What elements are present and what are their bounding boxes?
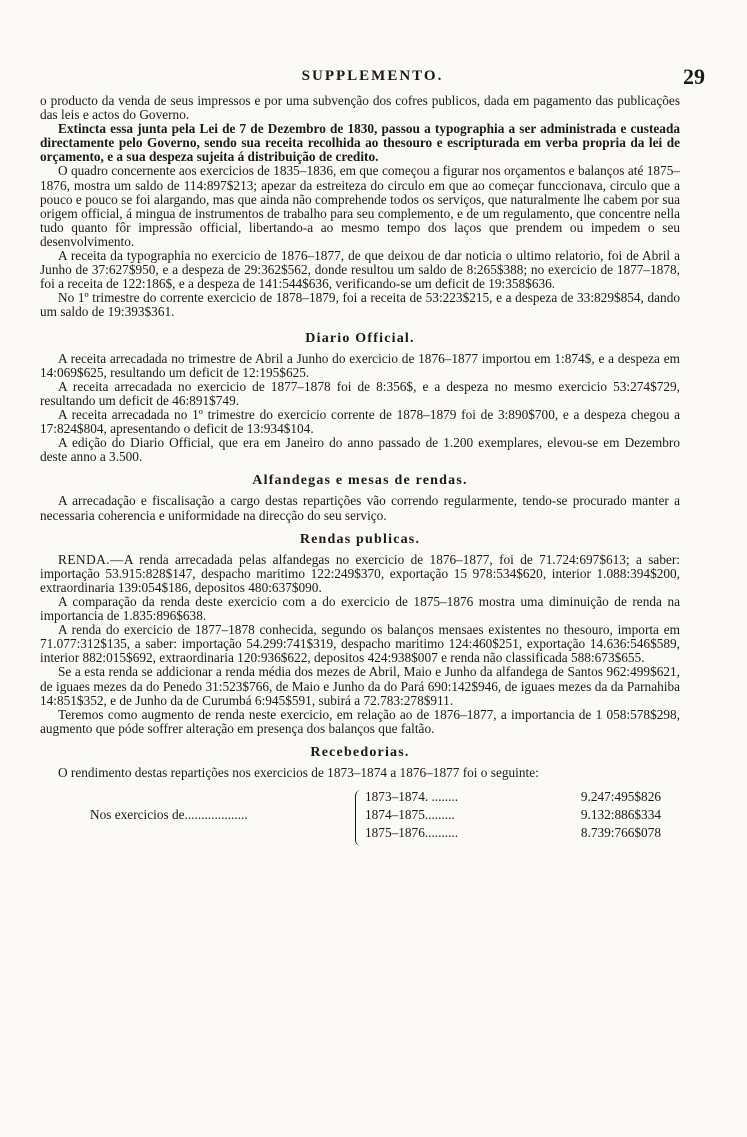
ledger-amount: 9.247:495$826 bbox=[580, 789, 661, 805]
recebedorias-ledger bbox=[40, 790, 680, 850]
paragraph: A receita arrecadada no 1º trimestre do exercicio corrente de 1878–1879 foi de 3:890$700, e a despeza chegou a 17:824$804, apresentando o deficit de 13:934$104. bbox=[40, 406, 680, 437]
paragraph: O quadro concernente aos exercicios de 1835–1836, em que começou a figurar nos orçamentos e balanços até 1875–1876, mostra um saldo de 114:897$213; apezar da estreiteza do circulo em que ao começar funccionava, circulo que a pouco e pouco se foi alargando, mas que ainda não comprehende todos os serviços, que naturalmente lhe cabem por sua origem official, á mingua de instrumentos de trabalho para seu complemento, e de um regulamento, que concentre nella tudo quanto fôr impressão official, libertando-a ao mesmo tempo dos laços que prendem ou impedem o seu desenvolvimento. bbox=[40, 163, 680, 249]
page-number: 29 bbox=[683, 64, 705, 89]
section-heading-rendas-publicas: Rendas publicas. bbox=[299, 531, 421, 547]
paragraph: No 1º trimestre do corrente exercicio de 1878–1879, foi a receita de 53:223$215, e a despeza de 33:829$854, dando um saldo de 19:393$361. bbox=[40, 290, 680, 320]
section-heading-recebedorias: Recebedorias. bbox=[310, 744, 410, 760]
paragraph: A receita arrecadada no exercicio de 1877–1878 foi de 8:356$, e a despeza no mesmo exercicio 53:274$729, resultando um deficit de 46:891$749. bbox=[40, 378, 680, 408]
brace-icon bbox=[355, 790, 364, 846]
paragraph: Se a esta renda se addicionar a renda média dos mezes de Abril, Maio e Junho da alfandega de Santos 962:499$621, de iguaes mezes da do Penedo 31:523$766, de Maio e Junho da do Pará 690:142$946, de iguaes mezes da da Parnahiba 14:851$352, e de Junho da de Curumbá 6:945$591, subirá a 72.783:278$911. bbox=[40, 664, 680, 708]
ledger-row bbox=[365, 790, 705, 806]
paragraph: A renda do exercicio de 1877–1878 conhecida, segundo os balanços mensaes existentes no thesouro, importa em 71.077:312$135, a saber: importação 54.299:741$319, despacho maritimo 124:460$251, exportação 14.636:546$589, interior 882:015$692, extraordinaria 120:936$622, depositos 424:938$007 e renda não classificada 588:673$655. bbox=[40, 622, 680, 666]
running-title: SUPPLEMENTO. bbox=[301, 68, 444, 84]
ledger-period: 1873–1874. ........ bbox=[365, 789, 459, 805]
paragraph: A edição do Diario Official, que era em Janeiro do anno passado de 1.200 exemplares, elevou-se em Dezembro deste anno a 3.500. bbox=[40, 435, 680, 465]
paragraph: Extincta essa junta pela Lei de 7 de Dezembro de 1830, passou a typographia a ser administrada e custeada directamente pelo Governo, sendo sua receita recolhida ao thesouro e escripturada em verba propria da lei de orçamento, e a sua despeza sujeita á distribuição de credito. bbox=[40, 121, 680, 165]
renda-lead-text: A renda arrecadada pelas alfandegas no exercicio de 1876–1877, foi de 71.724:697$613; a saber: importação 53.915:828$147, despacho maritimo 122:249$370, exportação 15 978:534$620, interior 1.088:394$200, extraordinaria 139:054$186, depositos 480:637$090. bbox=[40, 551, 680, 595]
renda-lead-label: RENDA.— bbox=[58, 551, 124, 567]
section-heading-diario-official: Diario Official. bbox=[305, 330, 415, 346]
ledger-period: 1875–1876.......... bbox=[365, 825, 459, 841]
main-text bbox=[40, 94, 680, 850]
ledger-amount: 8.739:766$078 bbox=[580, 825, 661, 841]
ledger-row bbox=[365, 826, 705, 842]
paragraph: A arrecadação e fiscalisação a cargo destas repartições vão correndo regularmente, tendo-se procurado manter a necessaria coherencia e uniformidade na direcção do seu serviço. bbox=[40, 493, 680, 523]
paragraph: O rendimento destas repartições nos exercicios de 1873–1874 a 1876–1877 foi o seguinte: bbox=[58, 765, 539, 781]
paragraph-renda bbox=[40, 553, 680, 595]
ledger-period: 1874–1875......... bbox=[365, 807, 455, 823]
page-header bbox=[40, 66, 705, 96]
ledger-row bbox=[365, 808, 705, 824]
paragraph: o producto da venda de seus impressos e por uma subvenção dos cofres publicos, dada em pagamento das publicações das leis e actos do Governo. bbox=[40, 93, 680, 123]
paragraph: Teremos como augmento de renda neste exercicio, em relação ao de 1876–1877, a importancia de 1 058:578$298, augmento que póde soffrer alteração em presença dos balanços que faltão. bbox=[40, 706, 680, 736]
paragraph: A comparação da renda deste exercicio com a do exercicio de 1875–1876 mostra uma diminuição de renda na importancia de 1.835:896$638. bbox=[40, 594, 680, 624]
paragraph: A receita da typographia no exercicio de 1876–1877, de que deixou de dar noticia o ultimo relatorio, foi de Abril a Junho de 37:627$950, e a despeza de 29:362$562, donde resultou um saldo de 8:265$388; no exercicio de 1877–1878, foi a receita de 122:186$, e a despeza de 141:544$636, verificando-se um deficit de 19:358$636. bbox=[40, 248, 680, 292]
ledger-label: Nos exercicios de................... bbox=[90, 807, 248, 823]
section-heading-alfandegas: Alfandegas e mesas de rendas. bbox=[252, 473, 468, 489]
paragraph: A receita arrecadada no trimestre de Abril a Junho do exercicio de 1876–1877 importou em 1:874$, e a despeza em 14:069$625, resultando um deficit de 12:195$625. bbox=[40, 350, 680, 380]
ledger-amount: 9.132:886$334 bbox=[580, 807, 661, 823]
